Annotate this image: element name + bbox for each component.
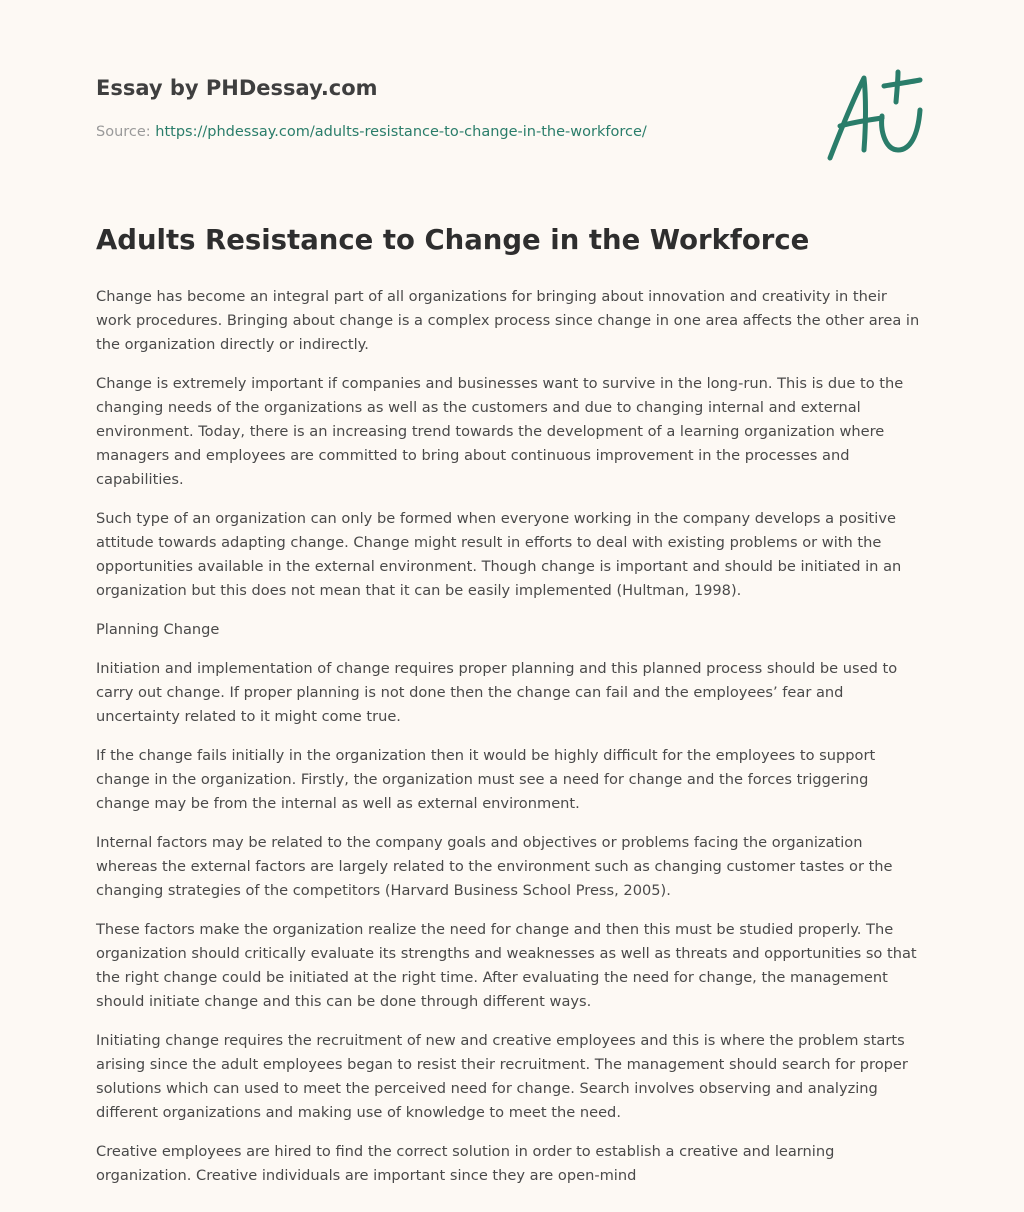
paragraph: Internal factors may be related to the company goals and objectives or problems facing the organization whereas the external factors are largely related to the environment such as changing customer tastes or the changing strategies of the competitors (Harvard Business School Press, 2005).: [96, 834, 893, 899]
paragraph: Change is extremely important if companies and businesses want to survive in the long-run. This is due to the changing needs of the organizations as well as the customers and due to changing internal and external environment. Today, there is an increasing trend towards the development of a learning organization where managers and employees are committed to bring about continuous improvement in the processes and capabilities.: [96, 375, 904, 488]
paragraph: These factors make the organization realize the need for change and then this must be studied properly. The organization should critically evaluate its strengths and weaknesses as well as threats and opportunities so that the right change could be initiated at the right time. After evaluating the need for change, the management should initiate change and this can be done through different ways.: [96, 921, 917, 1010]
a-plus-logo-icon: [824, 66, 928, 166]
paragraph: Such type of an organization can only be formed when everyone working in the company develops a positive attitude towards adapting change. Change might result in efforts to deal with existing problems or with the opportunities available in the external environment. Though change is important and should be initiated in an organization but this does not mean that it can be easily implemented (Hultman, 1998).: [96, 510, 902, 599]
section-heading: Planning Change: [96, 621, 220, 638]
paragraph: Initiation and implementation of change requires proper planning and this planned process should be used to carry out change. If proper planning is not done then the change can fail and the employees’ fear and uncertainty related to it might come true.: [96, 660, 898, 725]
source-line: [96, 124, 647, 140]
paragraph: Creative employees are hired to find the correct solution in order to establish a creative and learning organization. Creative individuals are important since they are open-mind: [96, 1143, 835, 1184]
paragraph: Initiating change requires the recruitment of new and creative employees and this is where the problem starts arising since the adult employees began to resist their recruitment. The management should search for proper solutions which can used to meet the perceived need for change. Search involves observing and analyzing different organizations and making use of knowledge to meet the need.: [96, 1032, 908, 1121]
paragraph: If the change fails initially in the organization then it would be highly difficult for the employees to support change in the organization. Firstly, the organization must see a need for change and the forces triggering change may be from the internal as well as external environment.: [96, 747, 876, 812]
source-link[interactable]: https://phdessay.com/adults-resistance-to-change-in-the-workforce/: [155, 124, 647, 140]
paragraph: Change has become an integral part of all organizations for bringing about innovation and creativity in their work procedures. Bringing about change is a complex process since change in one area affects the other area in the organization directly or indirectly.: [96, 288, 920, 353]
essay-title: Adults Resistance to Change in the Workforce: [96, 224, 810, 256]
essay-body: [96, 285, 926, 1203]
source-label: Source:: [96, 124, 151, 140]
site-title: Essay by PHDessay.com: [96, 76, 378, 100]
